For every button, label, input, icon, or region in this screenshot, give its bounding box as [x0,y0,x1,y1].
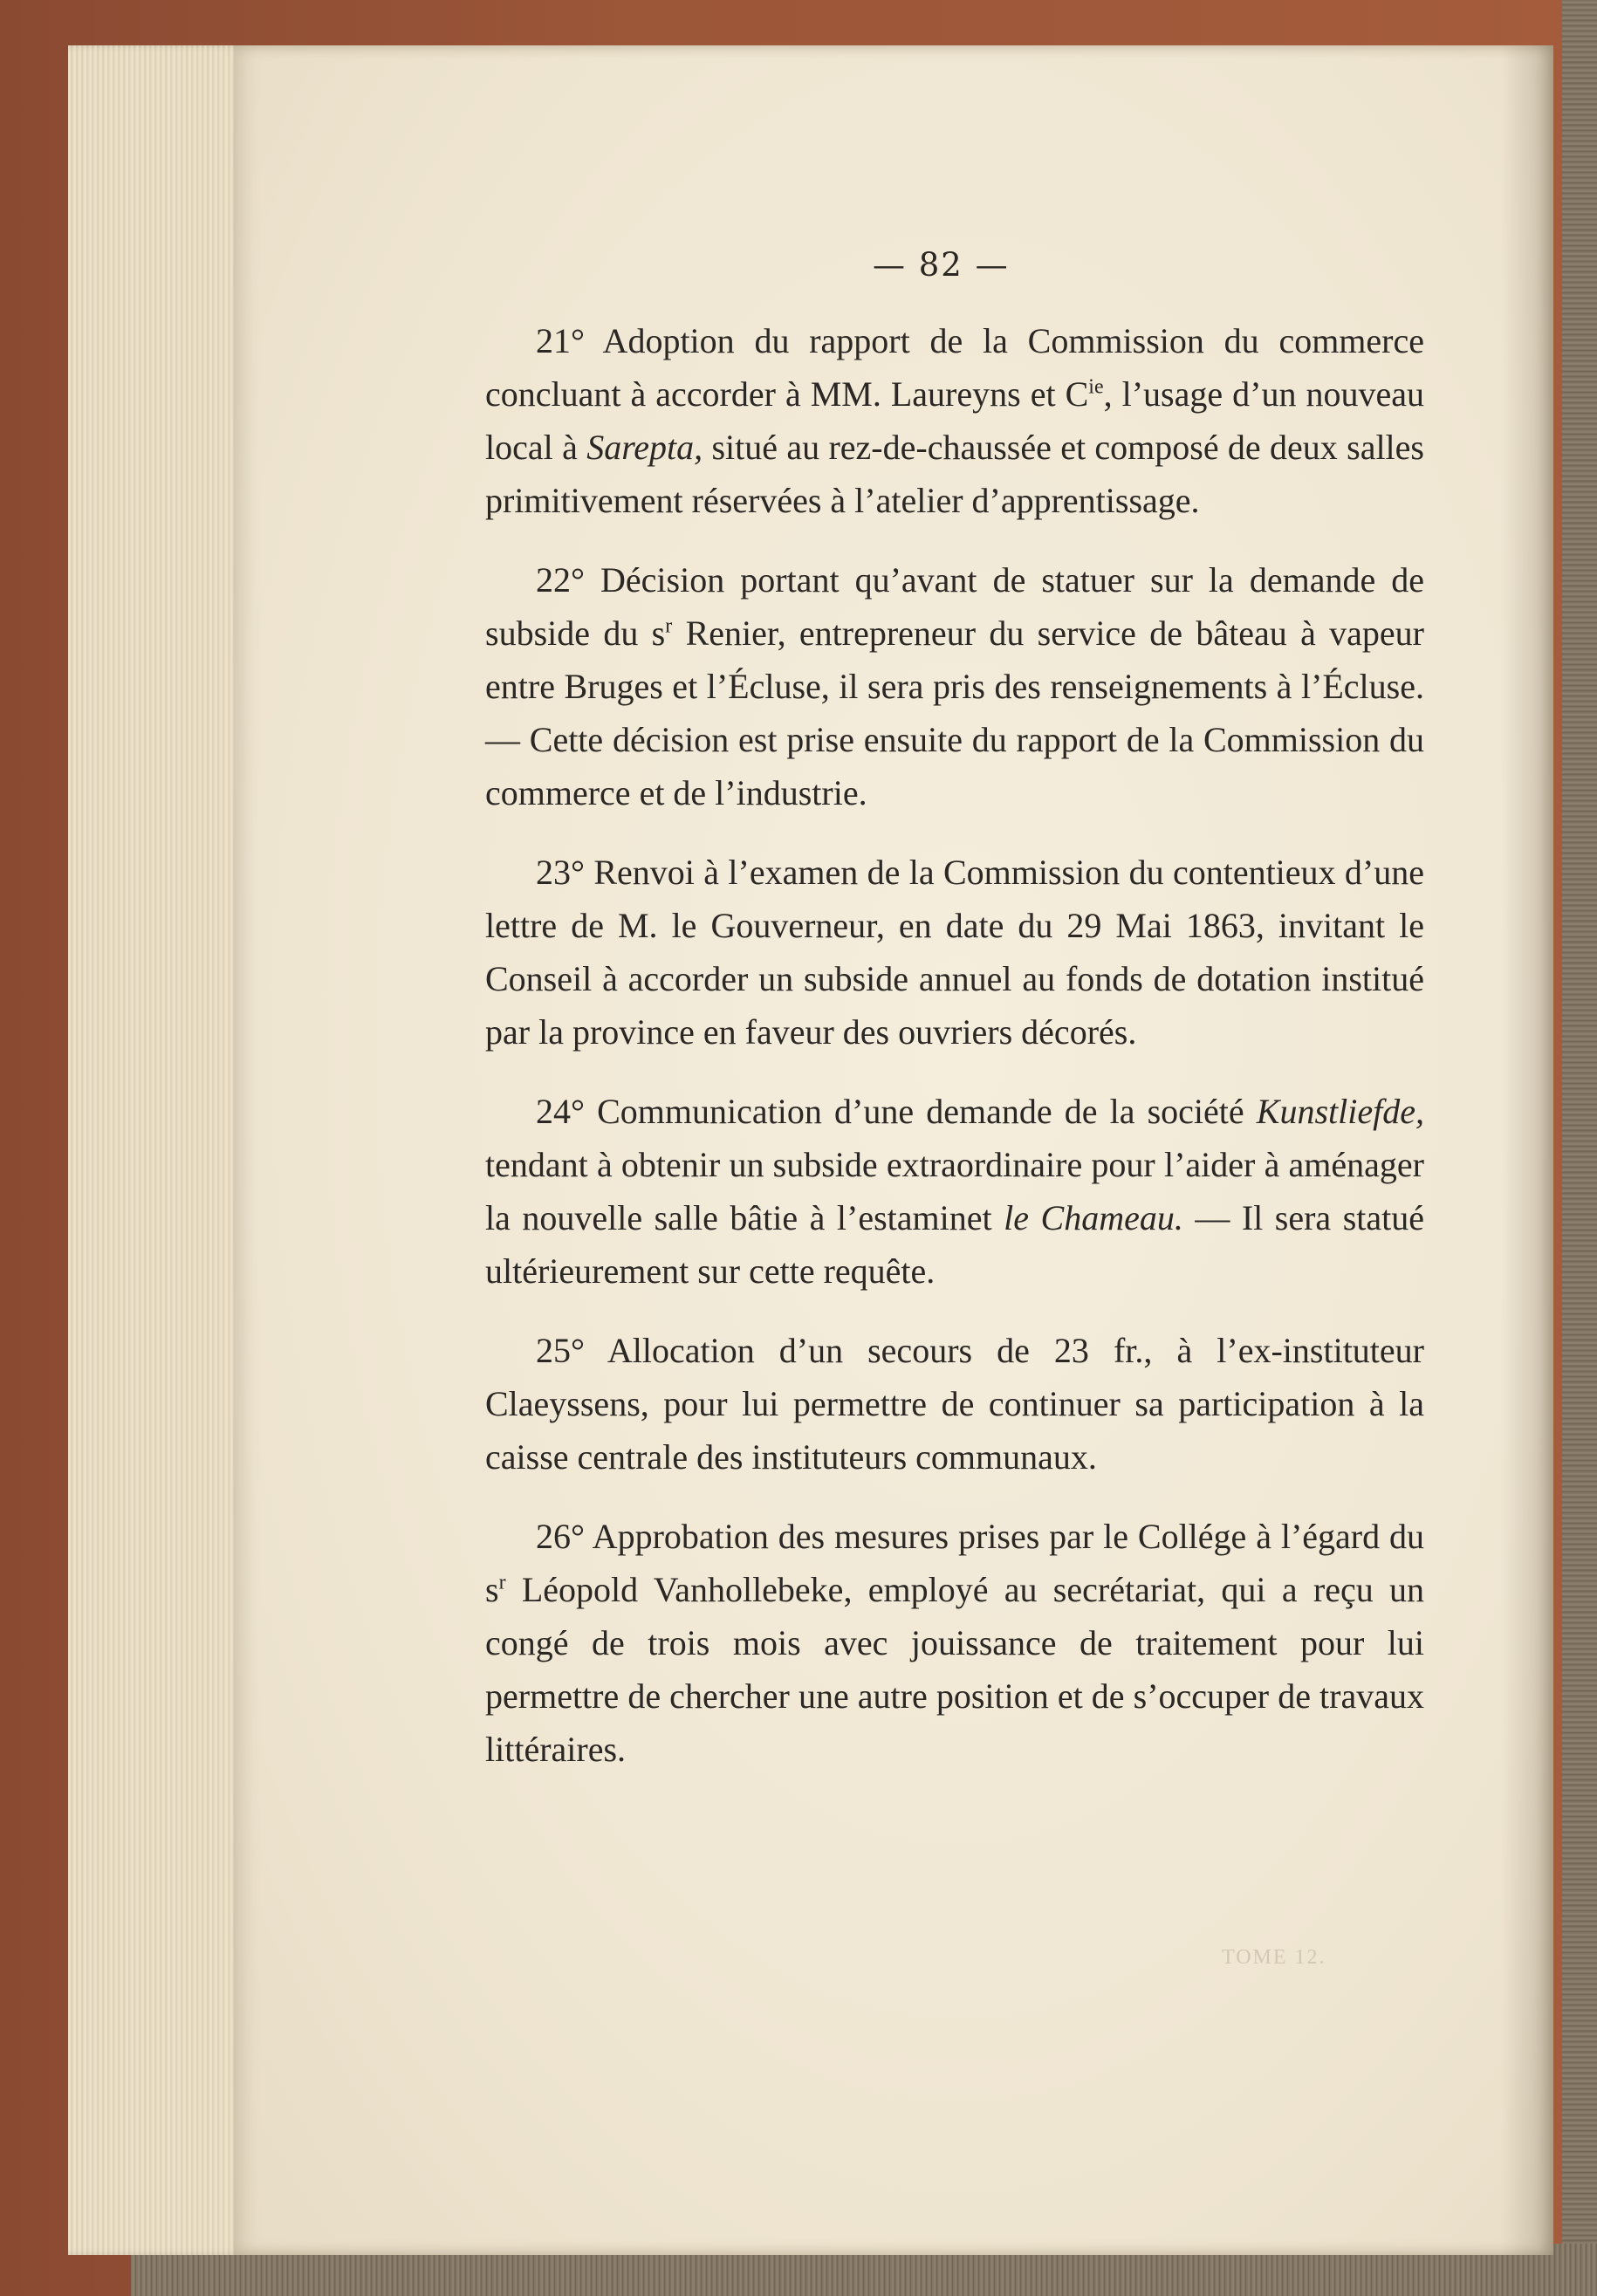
paragraph-21 [485,314,1424,527]
paragraph-24-italic-2: le Chameau. [1004,1198,1183,1237]
cover-edge-right [1562,0,1597,2296]
paragraph-24 [485,1085,1424,1298]
paragraph-22 [485,553,1424,819]
paragraph-21-italic: Sarepta, [586,428,703,467]
gutter-shadow [1501,45,1553,2255]
paragraph-26-text-b: Léopold Vanhollebeke, employé au secrétariat, qui a reçu un congé de trois mois avec jouissance de traitement pour lui permettre de chercher une autre position et de s’occuper de travaux littéraires. [485,1570,1424,1769]
page-number: — 82 — [873,246,1010,284]
paragraph-24-text-b: tendant à obtenir un subside extraordinaire pour l’aider à aménager la nouvelle salle bâtie à l’estaminet [485,1145,1424,1237]
paragraph-21-text-a: 21° Adoption du rapport de la Commission du commerce concluant à accorder à MM. Laureyns et C [485,321,1424,414]
paragraph-26-text-a: 26° Approbation des mesures prises par le Collége à l’égard du s [485,1517,1424,1609]
page-stack-edge [68,45,243,2255]
paragraph-21-superscript: ie [1088,375,1104,399]
reverse-side-bleed-text: TOME 12. [1222,1946,1326,1969]
paragraph-23 [485,846,1424,1059]
paragraph-21-text-b: , l’usage d’un nouveau local à [485,374,1424,467]
paragraph-22-text-b: Renier, entrepreneur du service de bâteau à vapeur entre Bruges et l’Écluse, il sera pris des renseignements à l’Écluse. — Cette décision est prise ensuite du rapport de la Commission du commerce et de l’industrie. [485,613,1424,812]
paragraph-21-text-c: situé au rez-de-chaussée et composé de deux salles primitivement réservées à l’atelier d’apprentissage. [485,428,1424,520]
paragraph-24-italic-1: Kunstliefde, [1256,1092,1424,1131]
paragraph-24-text-c: — Il sera statué ultérieurement sur cette requête. [485,1198,1424,1291]
paragraph-23-text: 23° Renvoi à l’examen de la Commission du contentieux d’une lettre de M. le Gouverneur, en date du 29 Mai 1863, invitant le Conseil à accorder un subside annuel au fonds de dotation institué par la province en faveur des ouvriers décorés. [485,853,1424,1052]
paragraph-25 [485,1324,1424,1484]
paragraph-22-text-a: 22° Décision portant qu’avant de statuer sur la demande de subside du s [485,560,1424,653]
paragraph-22-superscript: r [665,614,673,638]
paragraph-25-text: 25° Allocation d’un secours de 23 fr., à l’ex-instituteur Claeyssens, pour lui permettre de continuer sa participation à la caisse centrale des instituteurs communaux. [485,1331,1424,1477]
paragraph-26 [485,1510,1424,1776]
paragraph-26-superscript: r [498,1571,506,1594]
text-block [485,314,1424,1802]
paragraph-24-text-a: 24° Communication d’une demande de la société [536,1092,1257,1131]
